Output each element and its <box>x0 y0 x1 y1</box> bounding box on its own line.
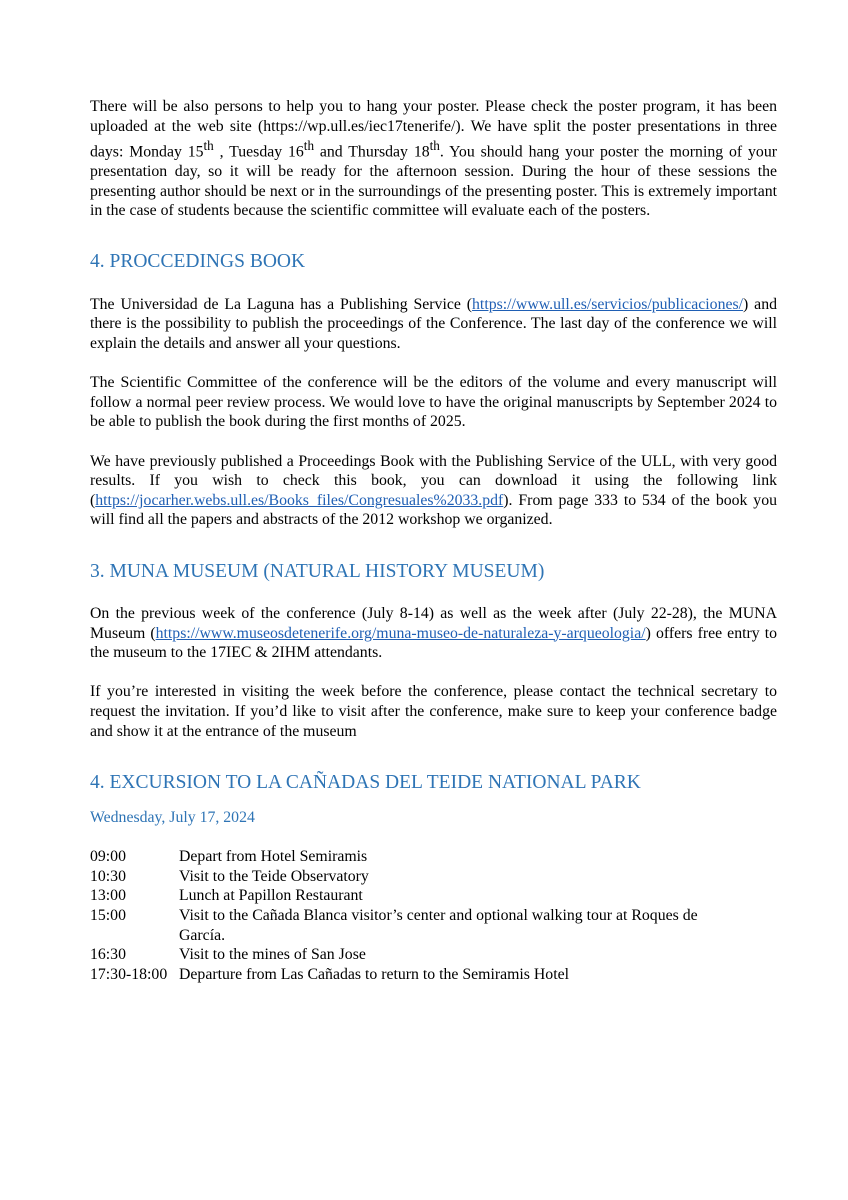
schedule-description: Visit to the Teide Observatory <box>179 867 369 885</box>
schedule-description: Departure from Las Cañadas to return to the Semiramis Hotel <box>179 965 569 983</box>
schedule-row <box>90 906 777 945</box>
schedule-row <box>90 886 777 906</box>
schedule-time: 10:30 <box>90 867 126 885</box>
publishing-service-link[interactable]: https://www.ull.es/servicios/publicaciones/ <box>472 295 744 313</box>
schedule-time: 13:00 <box>90 887 126 905</box>
proceedings-book-link[interactable]: https://jocarher.webs.ull.es/Books_files/Congresuales%2033.pdf <box>95 491 504 509</box>
muna-paragraph-2: If you’re interested in visiting the week before the conference, please contact the technical secretary to request the invitation. If you’d like to visit after the conference, make sure to keep your conference badge and show it at the entrance of the museum <box>90 683 777 740</box>
proceedings-paragraph-2: The Scientific Committee of the conference will be the editors of the volume and every manuscript will follow a normal peer review process. We would love to have the original manuscripts by September 2024 to be able to publish the book during the first months of 2025. <box>90 374 777 431</box>
document-page <box>90 97 777 984</box>
schedule-description: Depart from Hotel Semiramis <box>179 848 368 866</box>
schedule-time: 15:00 <box>90 907 126 925</box>
muna-museum-link[interactable]: https://www.museosdetenerife.org/muna-museo-de-naturaleza-y-arqueologia/ <box>155 624 646 642</box>
excursion-date: Wednesday, July 17, 2024 <box>90 809 255 827</box>
proceedings-heading: 4. PROCCEDINGS BOOK <box>90 250 306 272</box>
proceedings-paragraph-3: We have previously published a Proceedings Book with the Publishing Service of the ULL, with very good results. If you wish to check this book, you can download it using the following link (https://jocarher.webs.ull.es/Books_files/Congresuales%2033.pdf). From page 333 to 534 of the book you will find all the papers and abstracts of the 2012 workshop we organized. <box>90 452 777 529</box>
schedule-row <box>90 847 777 867</box>
poster-paragraph: There will be also persons to help you to hang your poster. Please check the poster program, it has been uploaded at the web site (https://wp.ull.es/iec17tenerife/). We have split the poster presentations in three days: Monday 15th , Tuesday 16th and Thursday 18th. You should hang your poster the morning of your presentation day, so it will be ready for the afternoon session. During the hour of these sessions the presenting author should be next or in the surroundings of the presenting poster. This is extremely important in the case of students because the scientific committee will evaluate each of the posters. <box>90 98 777 220</box>
excursion-heading: 4. EXCURSION TO LA CAÑADAS DEL TEIDE NATIONAL PARK <box>90 772 641 794</box>
muna-paragraph-1: On the previous week of the conference (July 8-14) as well as the week after (July 22-28), the MUNA Museum (https://www.museosdetenerife.org/muna-museo-de-naturaleza-y-arqueologia/) offers free entry to the museum to the 17IEC & 2IHM attendants. <box>90 604 777 662</box>
schedule-row <box>90 867 777 887</box>
muna-heading: 3. MUNA MUSEUM (NATURAL HISTORY MUSEUM) <box>90 560 545 582</box>
excursion-schedule <box>90 847 777 984</box>
schedule-time: 16:30 <box>90 946 126 964</box>
schedule-time: 09:00 <box>90 848 126 866</box>
schedule-row <box>90 965 777 985</box>
schedule-description: Visit to the Cañada Blanca visitor’s center and optional walking tour at Roques de García. <box>179 907 698 944</box>
proceedings-paragraph-1: The Universidad de La Laguna has a Publishing Service (https://www.ull.es/servicios/publicaciones/) and there is the possibility to publish the proceedings of the Conference. The last day of the conference we will explain the details and answer all your questions. <box>90 295 777 353</box>
schedule-row <box>90 945 777 965</box>
schedule-time: 17:30-18:00 <box>90 965 168 983</box>
schedule-description: Lunch at Papillon Restaurant <box>179 887 363 905</box>
schedule-description: Visit to the mines of San Jose <box>179 946 366 964</box>
